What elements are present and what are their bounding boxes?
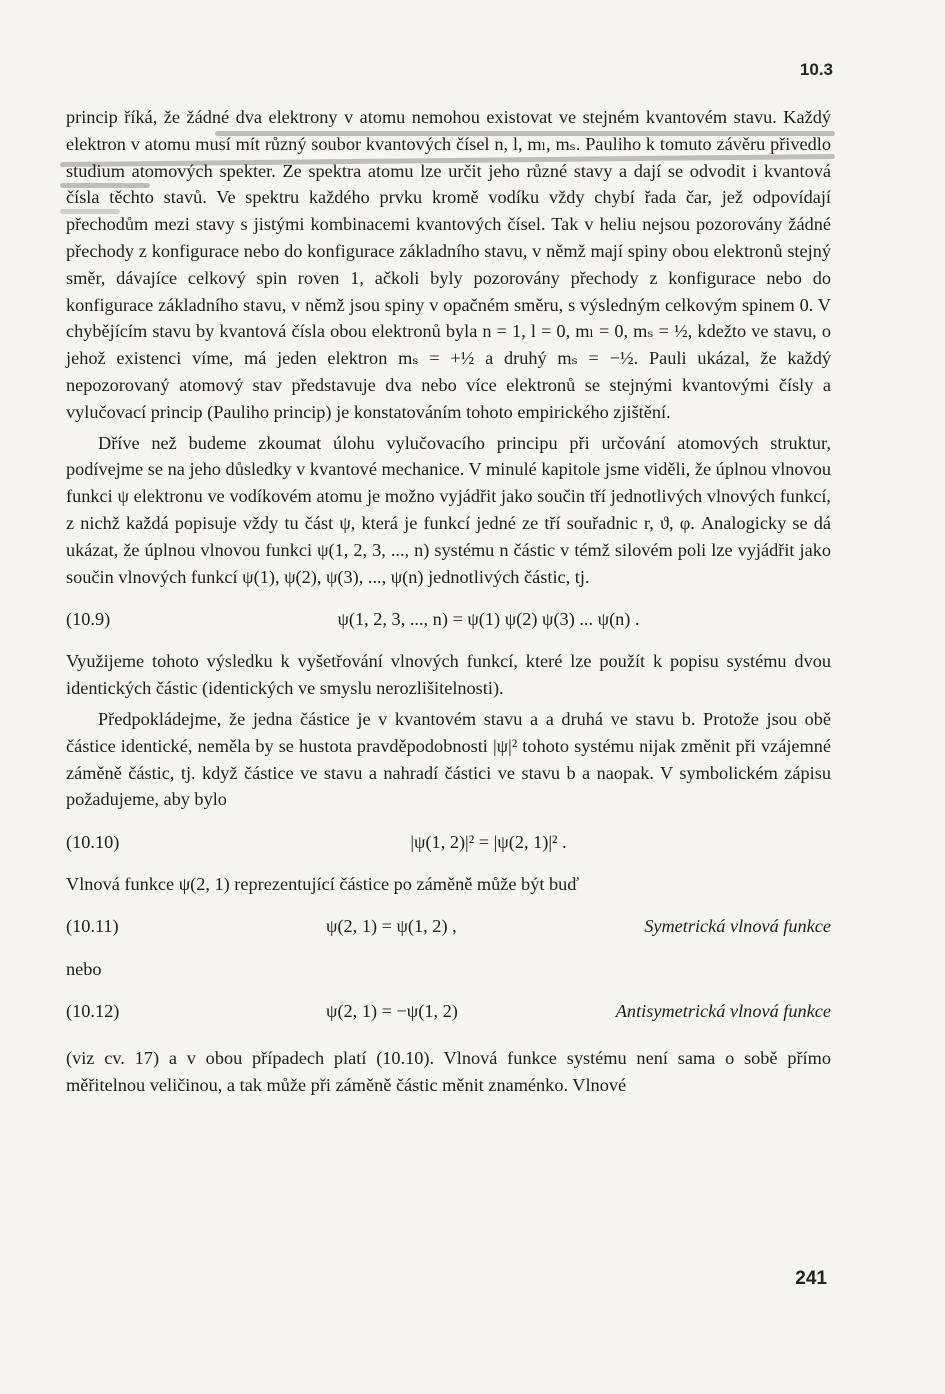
equation-10-12 [66,983,831,1041]
paragraph: Předpokládejme, že jedna částice je v kvantovém stavu a a druhá ve stavu b. Protože jsou obě částice identické, neměla by se hustota pravděpodobnosti |ψ|² tohoto systému nijak změnit při vzájemné záměně částic, tj. když částice ve stavu a nahradí částici ve stavu b a naopak. V symbolickém zápisu požadujeme, aby bylo [66,708,831,810]
paragraph: princip říká, že žádné dva elektrony v atomu nemohou existovat ve stejném kvantovém stavu. Každý elektron v atomu musí mít různý soubor kvantových čísel n, l, mₗ, mₛ. Pauliho k tomuto závěru přivedlo studium atomových spekter. Ze spektra atomu lze určit jeho různé stavy a dají se odvodit i kvantová čísla těchto stavů. Ve spektru každého prvku kromě vodíku vždy chybí řada čar, jež odpovídají přechodům mezi stavy s jistými kombinacemi kvantových čísel. Tak v heliu nejsou pozorovány žádné přechody z konfigurace nebo do konfigurace základního stavu, v němž mají spiny obou elektronů stejný směr, dávajíce celkový spin roven 1, ačkoli byly pozorovány přechody z konfigurace nebo do konfigurace základního stavu, v němž jsou spiny v opačném směru, s výsledným celkovým spinem 0. V chybějícím stavu by kvantová čísla obou elektronů byla n = 1, l = 0, mₗ = 0, mₛ = ½, kdežto ve stavu, o jehož existenci víme, má jeden elektron mₛ = +½ a druhý mₛ = −½. Pauli ukázal, že každý nepozorovaný atomový stav představuje dva nebo více elektronů se stejnými kvantovými čísly a vylučovací princip (Pauliho princip) je konstatováním tohoto empirického zjištění. [66,107,831,422]
equation-expression: ψ(2, 1) = ψ(1, 2) , [326,916,457,937]
equation-10-9 [66,590,831,648]
equation-number: (10.9) [66,608,111,629]
equation-expression: ψ(1, 2, 3, ..., n) = ψ(1) ψ(2) ψ(3) ... ψ(n) . [337,608,640,629]
equation-10-11 [66,898,831,956]
paragraph: Dříve než budeme zkoumat úlohu vylučovacího principu při určování atomových struktur, podívejme se na jeho důsledky v kvantové mechanice. V minulé kapitole jsme viděli, že úplnou vlnovou funkci ψ elektronu ve vodíkovém atomu je možno vyjádřit jako součin tří jednotlivých vlnových funkcí, z nichž každá popisuje vždy tu část ψ, která je funkcí jedné ze tří souřadnic r, ϑ, φ. Analogicky se dá ukázat, že úplnou vlnovou funkci ψ(1, 2, 3, ..., n) systému n částic v témž silovém poli lze vyjádřit jako součin vlnových funkcí ψ(1), ψ(2), ψ(3), ..., ψ(n) jednotlivých částic, tj. [66,432,831,587]
equation-expression: ψ(2, 1) = −ψ(1, 2) [326,1001,458,1022]
paragraph: Vlnová funkce ψ(2, 1) reprezentující částice po záměně může být buď [66,874,580,895]
equation-number: (10.11) [66,916,119,937]
page-number: 241 [795,1268,827,1289]
equation-10-10 [66,813,831,871]
paragraph: Využijeme tohoto výsledku k vyšetřování vlnových funkcí, které lze použít k popisu systému dvou identických částic (identických ve smyslu nerozlišitelnosti). [66,651,831,699]
paragraph: nebo [66,958,102,979]
equation-label: Symetrická vlnová funkce [644,916,831,937]
equation-number: (10.12) [66,1001,120,1022]
equation-expression: |ψ(1, 2)|² = |ψ(2, 1)|² . [410,831,567,852]
section-number: 10.3 [799,60,833,79]
equation-number: (10.10) [66,831,120,852]
paragraph: (viz cv. 17) a v obou případech platí (10.10). Vlnová funkce systému není sama o sobě přímo měřitelnou veličinou, a tak může při záměně částic měnit znaménko. Vlnové [66,1047,831,1095]
page-body [66,104,831,1098]
equation-label: Antisymetrická vlnová funkce [615,1001,831,1022]
